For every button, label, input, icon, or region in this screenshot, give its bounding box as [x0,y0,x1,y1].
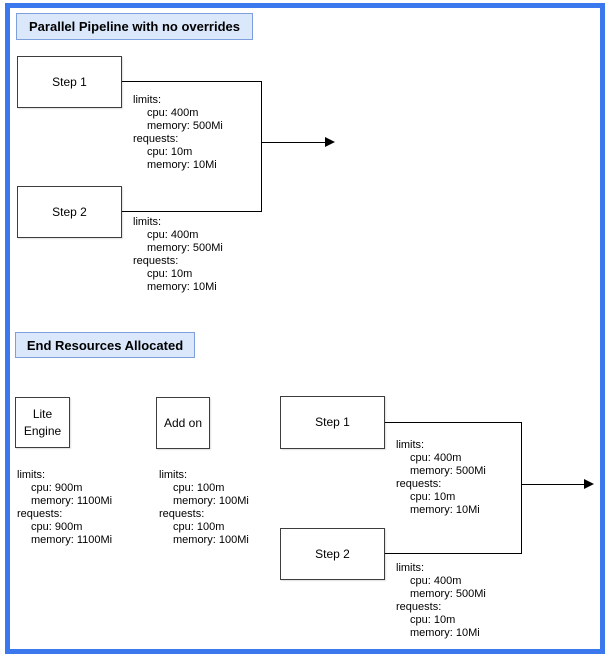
resource-line: memory: 10Mi [410,627,480,639]
resource-line: requests: [159,508,205,520]
resource-line: limits: [159,469,188,481]
resource-line: memory: 10Mi [147,281,217,293]
resource-line: limits: [396,562,425,574]
node-bottom-step1-label: Step 1 [315,415,350,429]
resource-line: memory: 500Mi [410,588,486,600]
resource-block-top-step1 [133,94,223,172]
resource-block-bottom-step1 [396,439,486,517]
connector-bottom-step2 [385,553,521,554]
resource-line: memory: 1100Mi [31,495,113,507]
node-addon [156,397,210,449]
node-bottom-step2 [280,528,385,580]
resource-line: memory: 100Mi [173,534,249,546]
resource-line: requests: [17,508,63,520]
resource-line: requests: [396,601,442,613]
resource-block-lite-engine [17,469,112,547]
node-top-step1-label: Step 1 [52,74,87,89]
resource-line: cpu: 10m [147,268,193,280]
resource-line: cpu: 100m [173,521,225,533]
connector-bottom-step1 [385,422,521,423]
resource-block-addon [159,469,249,547]
arrow-top-shaft [262,142,325,143]
resource-line: cpu: 400m [147,107,199,119]
resource-line: memory: 1100Mi [31,534,113,546]
connector-bottom-merge [521,422,522,554]
resource-line: cpu: 400m [147,229,199,241]
resource-line: cpu: 400m [410,452,462,464]
resource-block-bottom-step2 [396,562,486,640]
resource-block-top-step2 [133,216,223,294]
node-lite-engine-label-line2: Engine [23,423,62,438]
connector-top-merge [261,81,262,212]
node-bottom-step1 [280,396,385,449]
resource-line: requests: [133,255,179,267]
resource-line: cpu: 10m [410,614,456,626]
resource-line: cpu: 900m [31,482,83,494]
resource-line: cpu: 900m [31,521,83,533]
resource-line: memory: 10Mi [147,159,217,171]
resource-line: limits: [17,469,46,481]
resource-line: requests: [396,478,442,490]
resource-line: cpu: 100m [173,482,225,494]
resource-line: cpu: 10m [410,491,456,503]
resource-line: cpu: 400m [410,575,462,587]
arrow-bottom-shaft [522,484,584,485]
node-lite-engine [15,397,70,448]
resource-line: cpu: 10m [147,146,193,158]
resource-line: requests: [133,133,179,145]
node-addon-label: Add on [163,415,203,430]
node-top-step2-label: Step 2 [52,204,87,219]
resource-line: limits: [133,94,162,106]
node-lite-engine-label-line1: Lite [32,406,53,421]
arrow-bottom-head-icon [584,479,594,489]
resource-line: memory: 500Mi [410,465,486,477]
resource-line: memory: 500Mi [147,242,223,254]
section-title-end-resources: End Resources Allocated [15,332,195,358]
connector-top-step2 [122,211,261,212]
resource-line: limits: [396,439,425,451]
resource-line: memory: 500Mi [147,120,223,132]
node-top-step1 [17,56,122,108]
resource-line: memory: 100Mi [173,495,249,507]
connector-top-step1 [122,81,261,82]
node-bottom-step2-label: Step 2 [315,546,350,561]
node-top-step2 [17,186,122,238]
resource-line: limits: [133,216,162,228]
section-title-parallel-pipeline: Parallel Pipeline with no overrides [16,13,253,40]
arrow-top-head-icon [325,137,335,147]
resource-line: memory: 10Mi [410,504,480,516]
